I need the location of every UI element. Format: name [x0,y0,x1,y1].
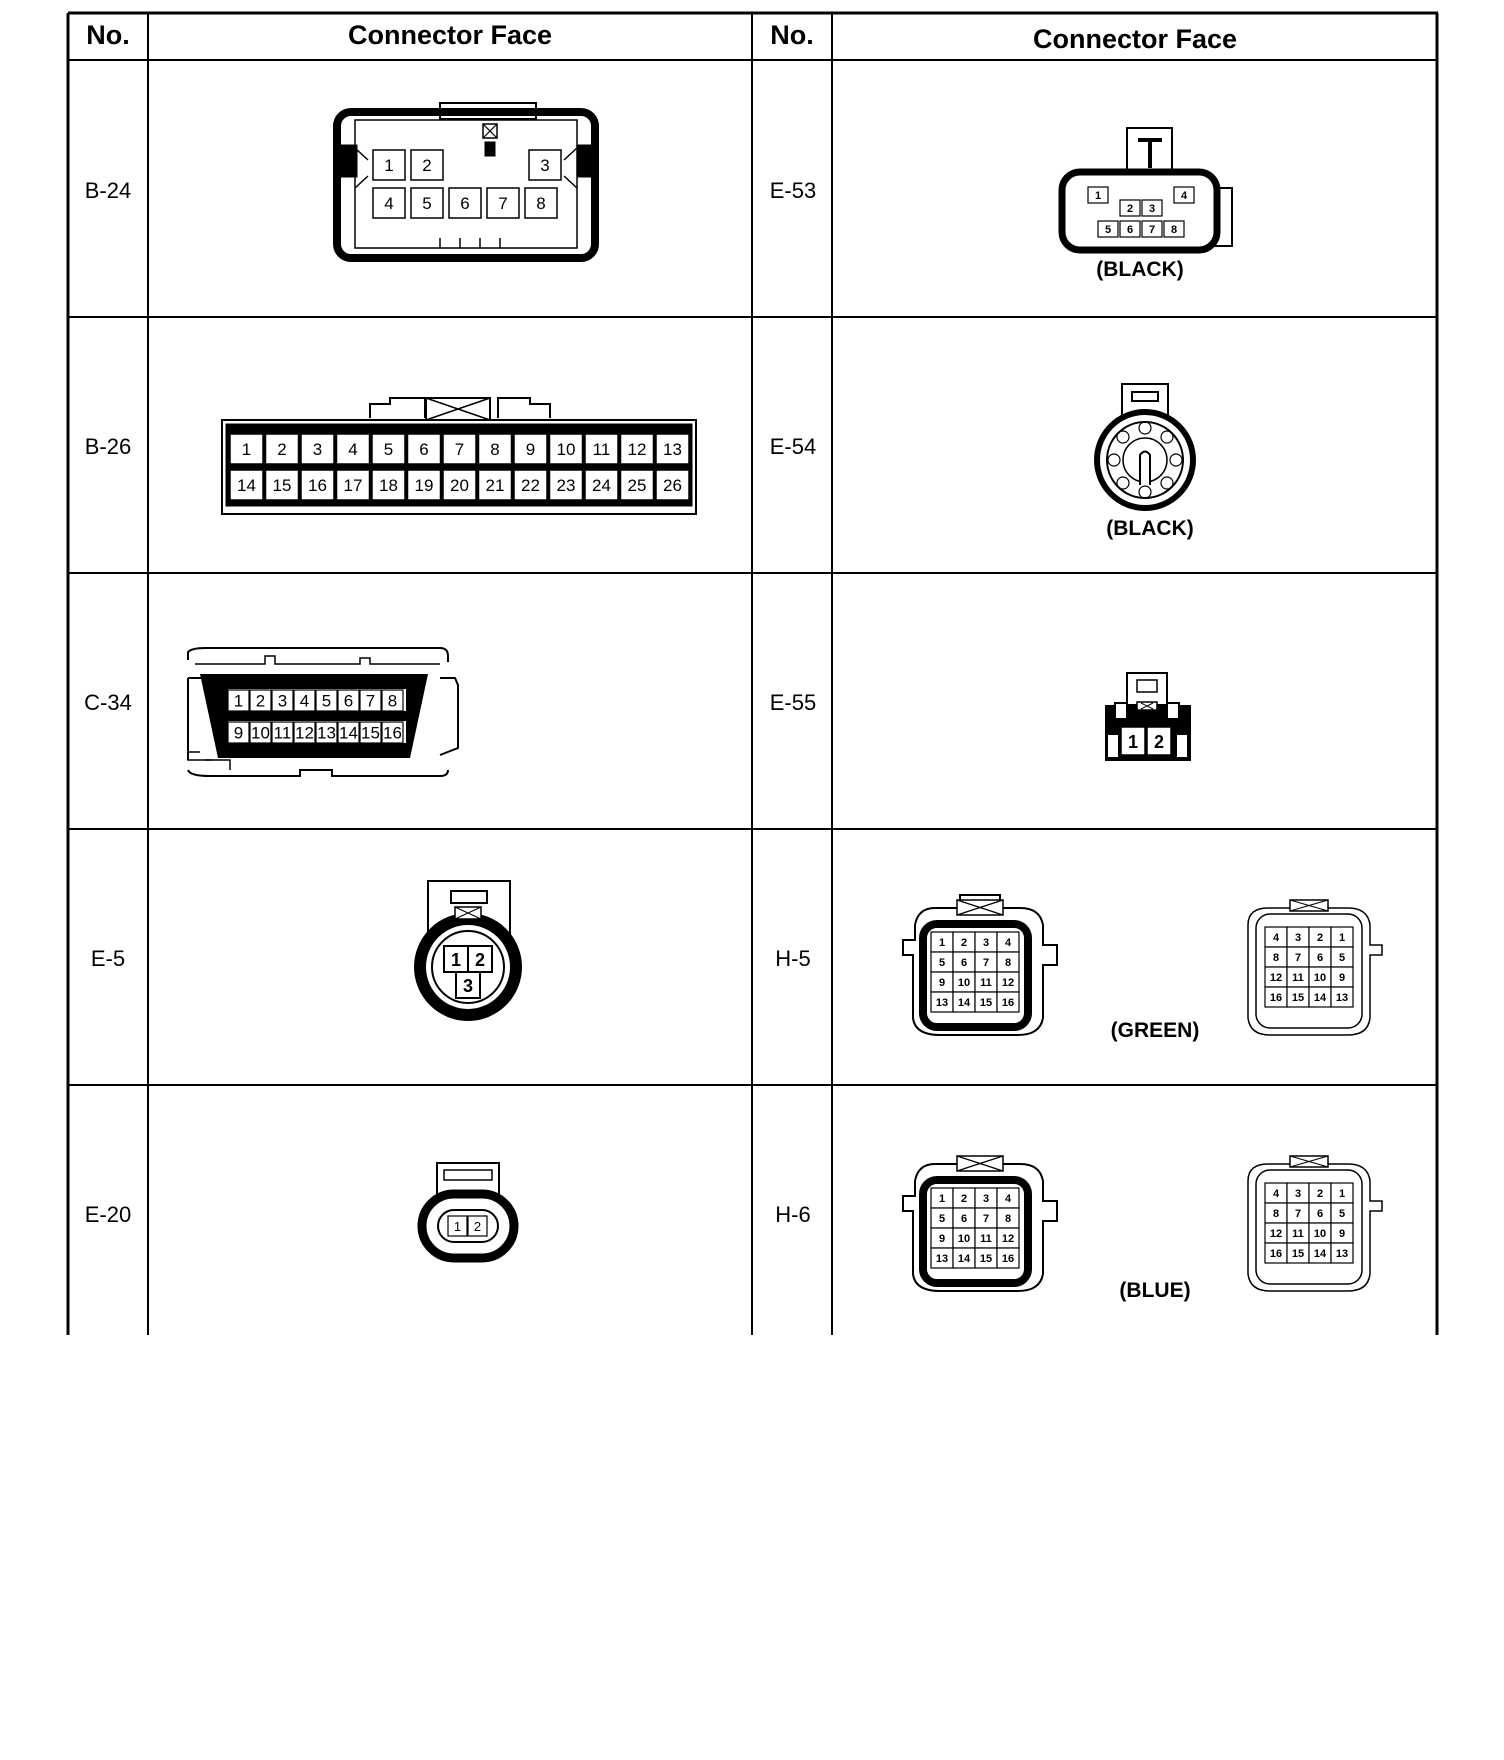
pin-label: 13 [317,723,336,743]
pin-label: 1 [1127,732,1139,752]
pin-label: 16 [1269,992,1283,1004]
pin-label: 15 [979,1253,993,1265]
pin-label: 9 [938,977,946,989]
pin-label: 3 [462,976,474,996]
connector-no: B-26 [84,434,132,459]
pin-label: 16 [383,723,402,743]
connector-face-e54 [1097,384,1193,508]
pin-label: 25 [627,476,647,495]
pin-label: 4 [299,691,310,711]
pin-label: 7 [1294,952,1302,964]
pin-label: 1 [1338,1188,1346,1200]
pin-label: 12 [627,440,647,459]
pin-label: 13 [935,1253,949,1265]
pin-label: 8 [490,440,500,459]
pin-label: 4 [1180,190,1188,202]
connector-no: H-6 [775,1202,811,1227]
pin-label: 14 [1313,992,1327,1004]
pin-label: 11 [980,977,992,989]
pin-label: 3 [1148,203,1156,215]
header-no-left: No. [86,20,130,50]
pin-grid-h5-right [1265,927,1353,1007]
pin-label: 15 [272,476,292,495]
connector-no: E-54 [769,434,817,459]
connector-face-e20 [422,1163,514,1258]
pin-label: 2 [473,1219,482,1234]
connector-no: E-5 [90,946,126,971]
pin-label: 15 [1291,1248,1305,1260]
pin-label: 4 [348,440,358,459]
pin-label: 2 [1153,732,1165,752]
pin-label: 10 [1313,972,1327,984]
connector-face-c34 [188,648,458,776]
pin-label: 3 [1294,1188,1302,1200]
pin-label: 3 [277,691,288,711]
pin-label: 7 [498,194,508,213]
pin-label: 6 [1316,1208,1324,1220]
pin-label: 13 [1335,992,1349,1004]
pin-label: 9 [525,440,536,459]
pin-label: 11 [1292,1228,1304,1240]
pin-label: 3 [1294,932,1302,944]
pin-label: 20 [450,476,469,495]
pin-label: 10 [1313,1228,1327,1240]
color-label: (BLACK) [1096,258,1184,281]
pin-label: 16 [308,476,327,495]
pin-label: 15 [979,997,993,1009]
pin-label: 4 [384,194,394,213]
pin-label: 1 [1094,190,1102,202]
pin-label: 3 [312,440,323,459]
pin-label: 5 [1338,1208,1346,1220]
pin-label: 13 [1335,1248,1349,1260]
pin-label: 26 [663,476,682,495]
pin-label: 6 [1316,952,1324,964]
pin-label: 5 [938,957,946,969]
pin-grid-e20 [448,1216,487,1236]
pin-label: 5 [1104,224,1112,236]
pin-label: 7 [1294,1208,1302,1220]
pin-label: 8 [1004,1213,1012,1225]
pin-label: 8 [387,691,398,711]
pin-label: 1 [938,937,946,949]
pin-label: 12 [295,723,314,743]
color-label: (BLACK) [1106,517,1194,540]
pin-grid-h6-left [931,1188,1019,1268]
pin-label: 2 [422,156,432,175]
pin-label: 2 [255,691,266,711]
pin-label: 11 [1292,972,1304,984]
pin-label: 10 [251,723,270,743]
connector-no: B-24 [84,178,132,203]
pin-label: 14 [957,997,971,1009]
pin-label: 5 [321,691,332,711]
pin-label: 15 [1291,992,1305,1004]
pin-label: 2 [1126,203,1134,215]
pin-grid-h6-right [1265,1183,1353,1263]
pin-label: 1 [1338,932,1346,944]
pin-label: 1 [384,156,394,175]
pin-label: 9 [1338,972,1346,984]
pin-label: 3 [982,937,990,949]
pin-label: 2 [277,440,287,459]
pin-label: 7 [982,957,990,969]
pin-label: 2 [1316,932,1324,944]
pin-label: 1 [938,1193,946,1205]
color-label: (BLUE) [1119,1279,1191,1302]
pin-label: 23 [556,476,576,495]
connector-no: E-20 [84,1202,132,1227]
connector-no: H-5 [775,946,811,971]
connector-no: E-55 [769,690,817,715]
pin-label: 1 [453,1219,462,1234]
pin-label: 4 [1004,1193,1012,1205]
pin-label: 2 [474,950,486,970]
pin-label: 5 [938,1213,946,1225]
pin-label: 17 [343,476,363,495]
pin-label: 11 [273,723,292,743]
pin-label: 8 [1272,1208,1280,1220]
connector-no: E-53 [769,178,817,203]
pin-label: 6 [1126,224,1134,236]
pin-label: 13 [935,997,949,1009]
pin-label: 8 [1272,952,1280,964]
pin-label: 16 [1001,997,1015,1009]
pin-label: 15 [361,723,380,743]
pin-label: 14 [339,723,358,743]
pin-label: 9 [938,1233,946,1245]
header-no-right: No. [770,20,814,50]
pin-label: 16 [1269,1248,1283,1260]
pin-label: 4 [1272,1188,1280,1200]
pin-label: 1 [450,950,462,970]
header-face-left: Connector Face [347,20,553,50]
pin-label: 24 [592,476,611,495]
pin-label: 10 [957,1233,971,1245]
pin-label: 4 [1272,932,1280,944]
pin-grid-b24 [373,150,561,218]
pin-label: 8 [536,194,546,213]
pin-label: 11 [980,1233,992,1245]
color-label: (GREEN) [1110,1019,1200,1042]
pin-label: 5 [1338,952,1346,964]
pin-label: 8 [1004,957,1012,969]
pin-label: 11 [592,440,611,459]
pin-label: 21 [485,476,505,495]
pin-label: 10 [957,977,971,989]
pin-label: 2 [1316,1188,1324,1200]
pin-grid-h5-left [931,932,1019,1012]
pin-label: 7 [982,1213,990,1225]
pin-label: 14 [1313,1248,1327,1260]
pin-label: 1 [233,691,244,711]
connector-no: C-34 [84,690,132,715]
pin-label: 2 [960,937,968,949]
pin-label: 18 [379,476,398,495]
pin-label: 12 [1001,1233,1015,1245]
pin-label: 6 [419,440,429,459]
pin-label: 7 [1148,224,1156,236]
pin-label: 12 [1001,977,1015,989]
pin-label: 16 [1001,1253,1015,1265]
pin-label: 8 [1170,224,1178,236]
header-face-right: Connector Face [1032,24,1238,54]
pin-label: 9 [1338,1228,1346,1240]
pin-label: 13 [663,440,682,459]
pin-label: 9 [233,723,244,743]
pin-label: 5 [422,194,432,213]
pin-label: 22 [521,476,540,495]
pin-label: 3 [540,156,550,175]
pin-label: 6 [343,691,354,711]
pin-label: 14 [957,1253,971,1265]
pin-label: 1 [241,440,252,459]
pin-label: 7 [454,440,465,459]
pin-label: 12 [1269,1228,1283,1240]
pin-label: 10 [556,440,576,459]
pin-label: 2 [960,1193,968,1205]
pin-label: 4 [1004,937,1012,949]
pin-label: 7 [365,691,376,711]
pin-label: 6 [460,194,470,213]
pin-label: 19 [414,476,434,495]
pin-label: 6 [960,957,968,969]
pin-label: 5 [383,440,394,459]
pin-label: 12 [1269,972,1283,984]
pin-label: 3 [982,1193,990,1205]
pin-label: 14 [237,476,256,495]
pin-label: 6 [960,1213,968,1225]
